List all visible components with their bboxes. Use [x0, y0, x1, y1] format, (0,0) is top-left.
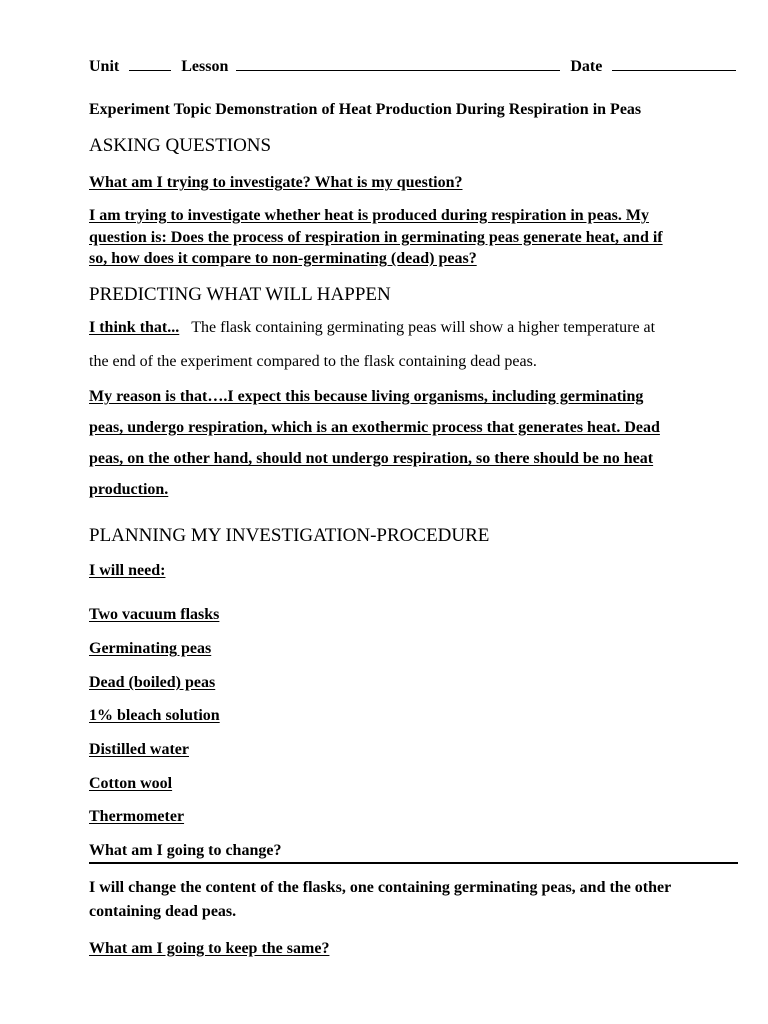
think-line-2: the end of the experiment compared to the flask containing dead peas. [89, 353, 537, 370]
asking-answer-line-1: I am trying to investigate whether heat is produced during respiration in peas. My [89, 207, 650, 224]
material-item: Two vacuum flasks [89, 606, 220, 623]
think-label: I think that... [89, 319, 180, 336]
material-item: Germinating peas [89, 640, 212, 657]
asking-prompt: What am I trying to investigate? What is my question? [89, 174, 463, 191]
experiment-topic: Experiment Topic Demonstration of Heat Production During Respiration in Peas [89, 101, 642, 118]
section-divider [89, 862, 738, 864]
planning-heading: PLANNING MY INVESTIGATION-PROCEDURE [89, 525, 490, 546]
unit-blank[interactable] [129, 56, 171, 71]
lesson-label: Lesson [181, 58, 229, 75]
change-answer-line-1: I will change the content of the flasks, one containing germinating peas, and the other [89, 879, 672, 896]
asking-answer-line-3: so, how does it compare to non-germinating (dead) peas? [89, 250, 477, 267]
material-item: 1% bleach solution [89, 707, 220, 724]
date-label: Date [570, 58, 603, 75]
change-question: What am I going to change? [89, 842, 282, 859]
unit-label: Unit [89, 58, 120, 75]
asking-heading: ASKING QUESTIONS [89, 135, 272, 156]
predicting-heading: PREDICTING WHAT WILL HAPPEN [89, 284, 391, 305]
reason-line-4: production. [89, 481, 169, 498]
change-answer-line-2: containing dead peas. [89, 903, 237, 920]
think-text: The flask containing germinating peas will show a higher temperature at [191, 319, 656, 336]
header-row [89, 56, 736, 76]
material-item: Distilled water [89, 741, 189, 758]
reason-line-1: My reason is that….I expect this because living organisms, including germinating [89, 388, 644, 405]
reason-line-3: peas, on the other hand, should not undergo respiration, so there should be no heat [89, 450, 654, 467]
date-blank[interactable] [612, 56, 736, 71]
same-question: What am I going to keep the same? [89, 940, 330, 957]
lesson-blank[interactable] [236, 56, 560, 71]
think-line-1 [89, 319, 655, 337]
material-item: Dead (boiled) peas [89, 674, 216, 691]
reason-line-2: peas, undergo respiration, which is an exothermic process that generates heat. Dead [89, 419, 660, 436]
asking-answer-line-2: question is: Does the process of respiration in germinating peas generate heat, and if [89, 229, 663, 246]
material-item: Thermometer [89, 808, 185, 825]
material-item: Cotton wool [89, 775, 173, 792]
need-label: I will need: [89, 562, 166, 579]
